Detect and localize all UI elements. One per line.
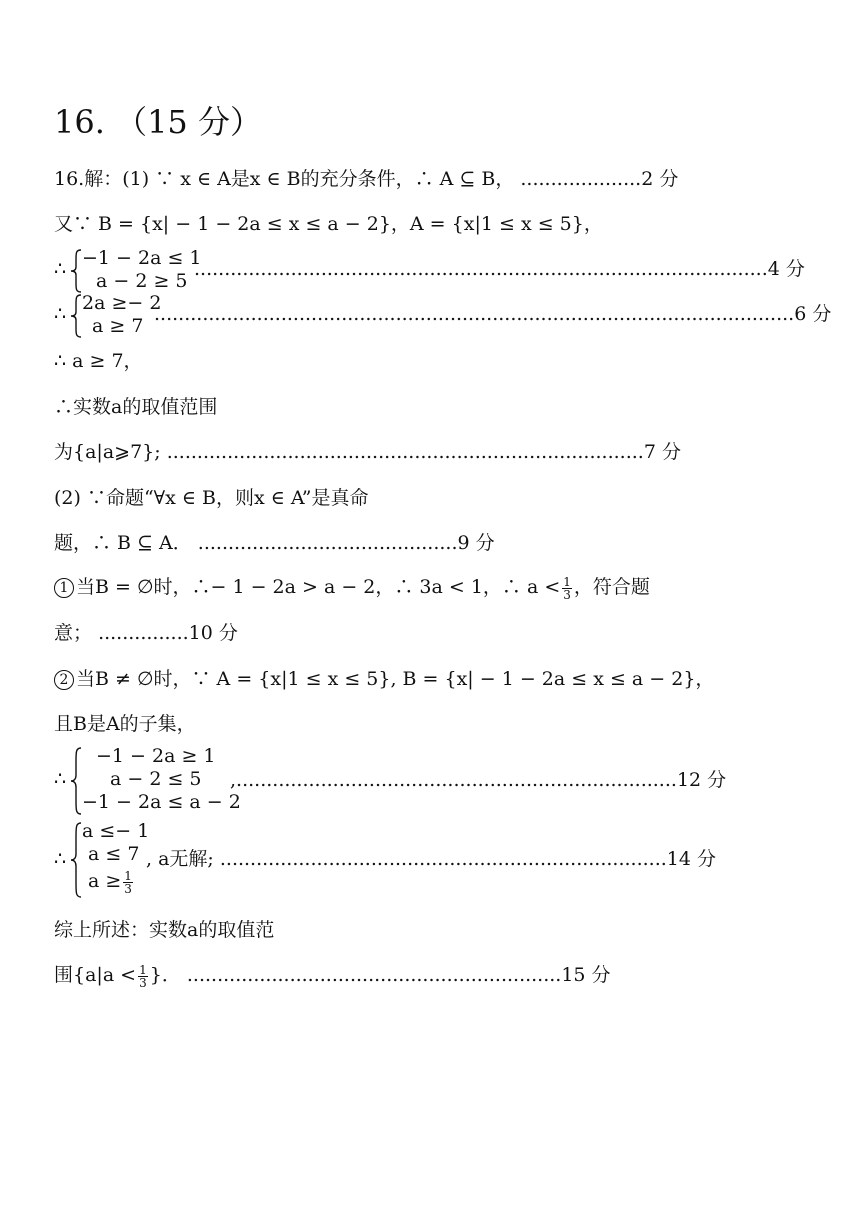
circled-number-2: 2 bbox=[54, 670, 74, 690]
system-row: a ≥ 7 bbox=[92, 315, 144, 337]
score-mark: 9 分 bbox=[457, 532, 495, 554]
line-text: 综上所述：实数a的取值范 bbox=[54, 919, 275, 941]
line-case-2 bbox=[54, 666, 714, 692]
score-mark: 6 分 bbox=[794, 303, 832, 325]
score-mark: 15 分 bbox=[561, 964, 611, 986]
fraction-numerator: 1 bbox=[139, 962, 147, 977]
line-text: 又∵ B = {x| − 1 − 2a ≤ x ≤ a − 2}，A = {x|1 ≤ x ≤ 5}， bbox=[54, 213, 603, 235]
system-row: a − 2 ≥ 5 bbox=[96, 270, 188, 292]
line-case-2-subset bbox=[54, 711, 196, 737]
line-text: 当B = ∅时，∴− 1 − 2a > a − 2，∴ 3a < 1，∴ a < bbox=[76, 576, 561, 598]
leader-dots: .............................................................. bbox=[186, 964, 562, 986]
line-range-intro bbox=[54, 394, 217, 420]
fraction-denominator: 3 bbox=[124, 881, 132, 896]
left-brace bbox=[70, 747, 82, 815]
fraction-numerator: 1 bbox=[124, 868, 132, 883]
line-text: ∴ a ≥ 7， bbox=[54, 350, 143, 372]
system-tail bbox=[146, 846, 716, 872]
line-conclusion-a bbox=[54, 348, 143, 374]
score-mark: 2 分 bbox=[641, 168, 679, 190]
leader-dots: ........................................... bbox=[197, 532, 458, 554]
leader-dots: ............................................................................... bbox=[166, 441, 644, 463]
fraction-numerator: 1 bbox=[563, 574, 571, 589]
line-text: , a无解; bbox=[146, 848, 214, 870]
system-row: 2a ≥− 2 bbox=[82, 292, 162, 314]
system-row: −1 − 2a ≥ 1 bbox=[96, 745, 216, 767]
inequality-system-2 bbox=[54, 292, 854, 340]
left-brace bbox=[70, 249, 82, 293]
system-rows bbox=[82, 247, 202, 293]
leader-dots: ,......................................................................... bbox=[230, 769, 677, 791]
problem-title: 16. （15 分） bbox=[54, 103, 262, 141]
system-row: a − 2 ≤ 5 bbox=[110, 768, 202, 790]
fraction bbox=[562, 576, 572, 601]
system-row: a ≤ 7 bbox=[88, 843, 140, 865]
system-row: −1 − 2a ≤ 1 bbox=[82, 247, 202, 269]
line-case-1 bbox=[54, 574, 650, 601]
line-text: (2) ∵命题“∀x ∈ B，则x ∈ A”是真命 bbox=[54, 487, 369, 509]
line-set-definitions bbox=[54, 211, 603, 237]
score-mark: 12 分 bbox=[676, 769, 727, 791]
left-brace bbox=[70, 294, 82, 338]
fraction bbox=[138, 964, 148, 989]
leader-dots: .................... bbox=[520, 168, 642, 190]
therefore-symbol: ∴ bbox=[54, 768, 67, 790]
system-tail bbox=[194, 256, 805, 282]
therefore-symbol: ∴ bbox=[54, 303, 67, 325]
leader-dots: ............................................................................................... bbox=[194, 258, 768, 280]
line-text: 为{a|a⩾7}; bbox=[54, 441, 161, 463]
score-mark: 10 分 bbox=[188, 622, 238, 644]
fraction-denominator: 3 bbox=[563, 587, 571, 602]
system-tail bbox=[154, 301, 831, 327]
left-brace bbox=[70, 822, 82, 898]
system-row bbox=[82, 866, 149, 896]
leader-dots: .......................................................................... bbox=[219, 848, 667, 870]
leader-dots: .......................................................................................................... bbox=[154, 303, 795, 325]
fraction-denominator: 3 bbox=[139, 975, 147, 990]
inequality-system-3 bbox=[54, 745, 854, 817]
line-text: 题，∴ B ⊆ A． bbox=[54, 532, 192, 554]
fraction bbox=[123, 870, 133, 895]
line-text: 且B是A的子集， bbox=[54, 713, 196, 735]
line-text: ∴实数a的取值范围 bbox=[54, 396, 218, 418]
inequality-system-4 bbox=[54, 820, 854, 900]
line-part1-intro bbox=[54, 166, 678, 192]
system-tail bbox=[230, 767, 726, 793]
system-rows bbox=[82, 745, 241, 814]
system-rows bbox=[82, 820, 149, 896]
system-row: −1 − 2a ≤ a − 2 bbox=[82, 791, 241, 813]
inequality-system-1 bbox=[54, 247, 854, 295]
circled-number-1: 1 bbox=[54, 578, 74, 598]
line-summary-result bbox=[54, 962, 611, 989]
line-text: ，符合题 bbox=[573, 576, 650, 598]
system-rows bbox=[82, 292, 161, 338]
score-mark: 4 分 bbox=[767, 258, 805, 280]
system-row-text: a ≥ bbox=[88, 870, 122, 892]
line-range-result bbox=[54, 439, 681, 465]
therefore-symbol: ∴ bbox=[54, 258, 67, 280]
score-mark: 14 分 bbox=[666, 848, 717, 870]
leader-dots: ............... bbox=[98, 622, 189, 644]
line-text: 16.解：(1) ∵ x ∈ A是x ∈ B的充分条件，∴ A ⊆ B， bbox=[54, 168, 515, 190]
line-summary-intro bbox=[54, 917, 274, 943]
line-part2-subset bbox=[54, 530, 495, 556]
line-text: 意； bbox=[54, 622, 93, 644]
line-case-1-end bbox=[54, 620, 238, 646]
therefore-symbol: ∴ bbox=[54, 848, 67, 870]
line-text: 围{a|a < bbox=[54, 964, 137, 986]
score-mark: 7 分 bbox=[643, 441, 681, 463]
system-row: a ≤− 1 bbox=[82, 820, 150, 842]
line-text: }． bbox=[149, 964, 181, 986]
line-part2-intro bbox=[54, 485, 368, 511]
line-text: 当B ≠ ∅时，∵ A = {x|1 ≤ x ≤ 5}, B = {x| − 1 − 2a ≤ x ≤ a − 2}， bbox=[76, 668, 715, 690]
